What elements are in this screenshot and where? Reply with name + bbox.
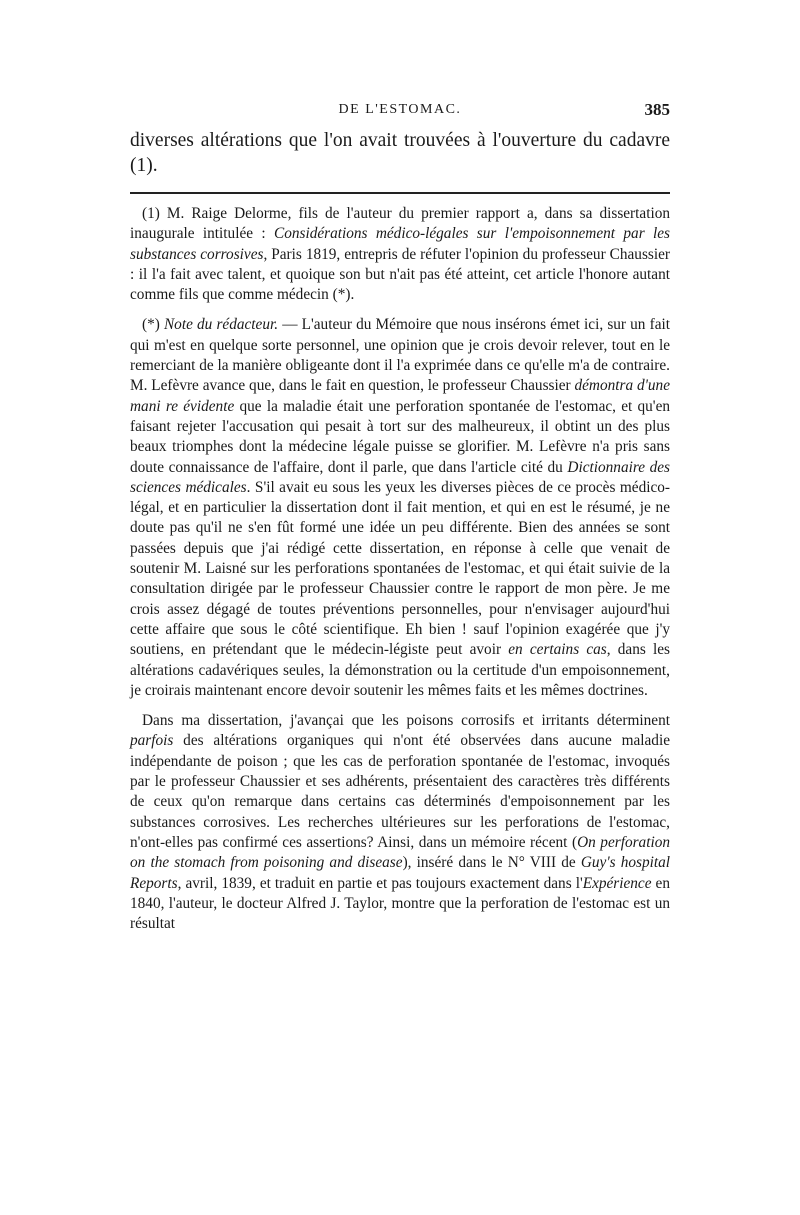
- italic-run: démontra d'une mani re évidente: [130, 377, 670, 415]
- page-number: 385: [644, 100, 670, 119]
- text-run: , avril, 1839, et traduit en partie et pas toujours exactement dans l': [177, 874, 583, 892]
- body-text: diverses altérations que l'on avait trouvées à l'ouverture du cadavre (1).: [130, 130, 670, 176]
- text-run: — L'auteur du Mémoire que nous insérons émet ici, sur un fait qui m'est en quelque sorte personnel, une opinion que je crois devoir relever, tout en le remerciant de la manière obligeante dont il l'a exprimée dans ce qu'elle m'a de contraire. M. Lefèvre avance que, dans le fait en question, le professeur Chaussier: [130, 316, 670, 395]
- text-run: Dans ma dissertation, j'avançai que les poisons corrosifs et irritants déterminent: [142, 712, 670, 730]
- footnotes: [130, 204, 670, 934]
- italic-run: Dictionnaire des sciences médicales: [130, 458, 670, 496]
- text-run: ), inséré dans le N° VIII de: [402, 854, 581, 872]
- page: [130, 100, 670, 934]
- text-run: des altérations organiques qui n'ont été observées dans aucune maladie indépendante de poison ; que les cas de perforation spontanée de l'estomac, invoqués par le professeur Chaussier et ses adhérents, présentaient des caractères très différents de ceux qu'on remarque dans certains cas déterminés d'empoisonnement par les substances corrosives. Les recherches ultérieures sur les perforations de l'estomac, n'ont-elles pas confirmé ces assertions? Ainsi, dans un mémoire récent (: [130, 732, 670, 851]
- italic-run: parfois: [130, 732, 174, 750]
- text-run: que la maladie était une perforation spontanée de l'estomac, et qu'en faisant rejeter l'accusation qui pesait à tort sur des malheureux, il obtint un des plus beaux triomphes dont la médecine légale puisse se glorifier. M. Lefèvre n'a pris sans doute connaissance de l'affaire, dont il parle, que dans l'article cité du: [130, 397, 671, 476]
- text-run: . S'il avait eu sous les yeux les diverses pièces de ce procès médico-légal, et en particulier la dissertation dont il fait mention, et qui en est le résumé, je ne doute pas qu'il ne s'en fût formé une idée un peu différente. Bien des années se sont passées depuis que j'ai rédigé cette dissertation, en réponse à celle que venait de soutenir M. Laisné sur les perforations spontanées de l'estomac, et qui était suivie de la consultation dirigée par le professeur Chaussier contre le rapport de mon père. Je me crois assez dégagé de toutes préventions personnelles, pour n'envisager aujourd'hui cette affaire que sous le côté scientifique. Eh bien ! sauf l'opinion exagérée que j'y soutiens, en prétendant que le médecin-légiste peut avoir: [130, 478, 671, 659]
- editor-note-continued: [130, 711, 670, 934]
- text-run: , Paris 1819, entrepris de réfuter l'opinion du professeur Chaussier : il l'a fait avec talent, et quoique son but n'ait pas été atteint, cet article l'honore autant comme fils que comme médecin (*).: [130, 245, 670, 304]
- running-head: [130, 100, 670, 126]
- footnote-rule: [130, 192, 670, 194]
- italic-run: Considérations médico-légales sur l'empoisonnement par les substances corrosives: [130, 225, 670, 263]
- footnote-1: [130, 204, 670, 305]
- italic-run: en certains cas: [508, 641, 607, 659]
- text-run: , dans les altérations cadavériques seules, la démonstration ou la certitude d'un empoisonnement, je croirais maintenant encore devoir soutenir les mêmes faits et les mêmes doctrines.: [130, 641, 670, 699]
- italic-run: On perforation on the stomach from poisoning and disease: [130, 833, 670, 872]
- italic-run: Guy's hospital Reports: [130, 854, 670, 892]
- running-title: DE L'ESTOMAC.: [338, 102, 462, 117]
- italic-run: Expérience: [582, 874, 652, 892]
- editor-note: [130, 315, 670, 701]
- italic-run: Note du rédacteur.: [163, 316, 279, 334]
- text-run: (*): [142, 316, 164, 334]
- text-run: en 1840, l'auteur, le docteur Alfred J. Taylor, montre que la perforation de l'estomac est un résultat: [130, 874, 670, 933]
- text-run: (1) M. Raige Delorme, fils de l'auteur du premier rapport a, dans sa dissertation inaugurale intitulée :: [130, 205, 670, 243]
